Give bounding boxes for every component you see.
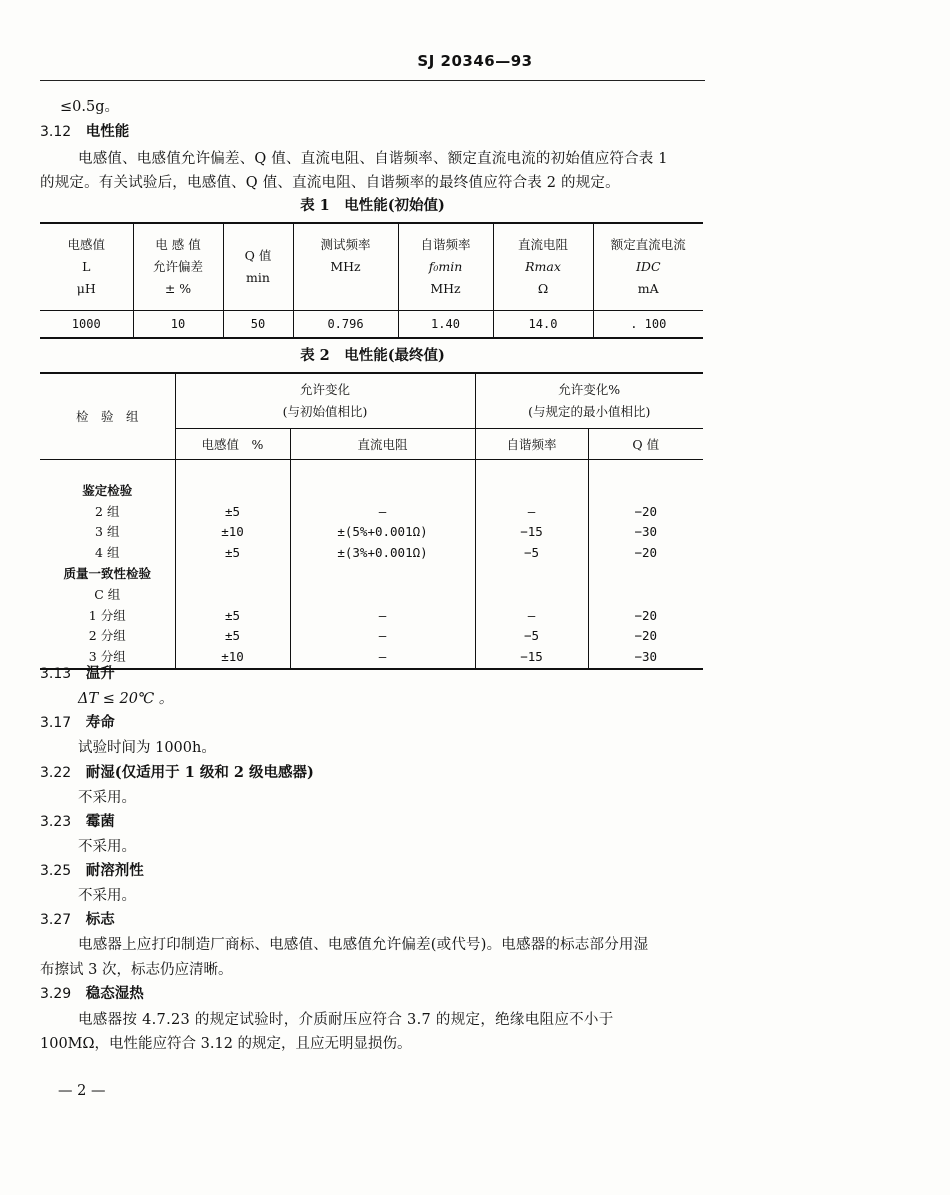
section-3-25-body: 不采用。 <box>78 888 136 904</box>
section-title: 电性能 <box>85 123 130 140</box>
section-3-12-heading <box>40 122 129 142</box>
section-3-23-body: 不采用。 <box>78 839 136 855</box>
t1-header-srf: 自谐频率 f₀min MHz <box>398 223 493 311</box>
t1-value: 1000 <box>40 311 133 339</box>
table-row: 3 分组 ±10 — −15 −30 <box>40 647 703 669</box>
t1-header-q: Q 值 min <box>223 223 293 311</box>
t1-header-inductance: 电感值 L μH <box>40 223 133 311</box>
table-1 <box>40 222 703 339</box>
table-row: 1 分组 ±5 — — −20 <box>40 606 703 627</box>
t1-value: 50 <box>223 311 293 339</box>
t2-sub-inductance: 电感值 % <box>175 429 290 460</box>
header-rule <box>40 80 705 81</box>
page-number: — 2 — <box>58 1083 106 1099</box>
t2-header-change-min: 允许变化% (与规定的最小值相比) <box>475 373 703 429</box>
table-1-caption: 表 1 电性能(初始值) <box>300 197 445 214</box>
t1-value: 10 <box>133 311 223 339</box>
section-3-13-body: ΔT ≤ 20℃ 。 <box>78 691 174 707</box>
t1-value: 1.40 <box>398 311 493 339</box>
section-3-23-heading: 3.23 霉菌 <box>40 813 115 830</box>
t2-sub-q: Q 值 <box>588 429 703 460</box>
t1-value: 14.0 <box>493 311 593 339</box>
table-row: 2 组 ±5 — — −20 <box>40 502 703 523</box>
table-row: 质量一致性检验 <box>40 564 703 585</box>
section-3-22-body: 不采用。 <box>78 790 136 806</box>
table-row: 2 分组 ±5 — −5 −20 <box>40 626 703 647</box>
section-3-25-heading: 3.25 耐溶剂性 <box>40 862 144 879</box>
table-row: 鉴定检验 <box>40 481 703 502</box>
section-3-27-para-2: 布擦试 3 次，标志仍应清晰。 <box>40 962 233 978</box>
table-2-caption: 表 2 电性能(最终值) <box>300 347 445 364</box>
table-row: 4 组 ±5 ±(3%+0.001Ω) −5 −20 <box>40 543 703 564</box>
section-number: 3.12 <box>40 124 72 140</box>
table-2 <box>40 372 703 670</box>
section-3-12-para-1: 电感值、电感值允许偏差、Q 值、直流电阻、自谐频率、额定直流电流的初始值应符合表 1 <box>78 151 668 167</box>
table-row: 3 组 ±10 ±(5%+0.001Ω) −15 −30 <box>40 522 703 543</box>
t2-header-change-initial: 允许变化 (与初始值相比) <box>175 373 475 429</box>
section-3-22-heading: 3.22 耐湿(仅适用于 1 级和 2 级电感器) <box>40 764 314 781</box>
t1-header-tolerance: 电 感 值 允许偏差 ± % <box>133 223 223 311</box>
t1-value: . 100 <box>593 311 703 339</box>
section-3-29-heading: 3.29 稳态湿热 <box>40 985 144 1002</box>
section-3-27-heading: 3.27 标志 <box>40 911 115 928</box>
mass-limit: ≤0.5g。 <box>60 99 119 115</box>
t2-sub-srf: 自谐频率 <box>475 429 588 460</box>
section-3-27-para-1: 电感器上应打印制造厂商标、电感值、电感值允许偏差(或代号)。电感器的标志部分用湿 <box>78 937 649 953</box>
t1-header-test-freq: 测试频率 MHz <box>293 223 398 311</box>
section-3-17-body: 试验时间为 1000h。 <box>78 740 216 756</box>
doc-header: SJ 20346—93 <box>417 52 533 70</box>
section-3-12-para-2: 的规定。有关试验后，电感值、Q 值、直流电阻、自谐频率的最终值应符合表 2 的规定。 <box>40 175 620 191</box>
t1-value: 0.796 <box>293 311 398 339</box>
t2-sub-dcr: 直流电阻 <box>290 429 475 460</box>
t1-header-dcr: 直流电阻 Rmax Ω <box>493 223 593 311</box>
section-3-17-heading: 3.17 寿命 <box>40 714 115 731</box>
t1-header-idc: 额定直流电流 IDC mA <box>593 223 703 311</box>
t2-header-group: 检 验 组 <box>40 373 175 460</box>
section-3-29-para-1: 电感器按 4.7.23 的规定试验时，介质耐压应符合 3.7 的规定，绝缘电阻应不小于 <box>78 1012 614 1028</box>
table-row: C 组 <box>40 585 703 606</box>
section-3-29-para-2: 100MΩ，电性能应符合 3.12 的规定，且应无明显损伤。 <box>40 1036 412 1052</box>
section-3-13-heading: 3.13 温升 <box>40 665 115 682</box>
